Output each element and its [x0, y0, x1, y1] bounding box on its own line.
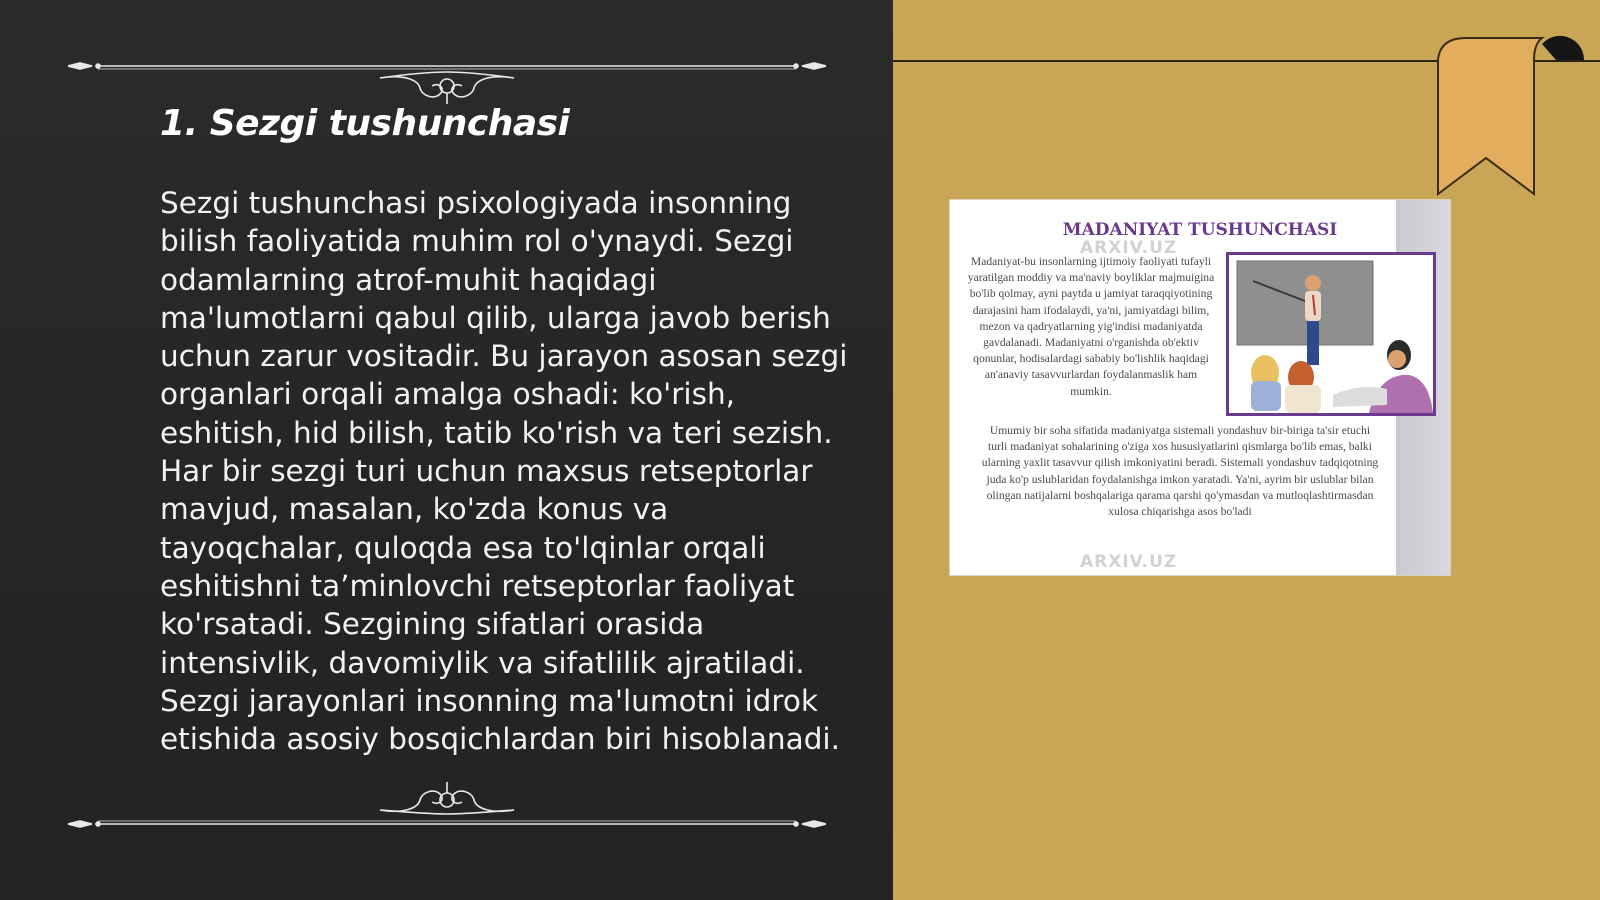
slide-title: 1. Sezgi tushunchasi	[160, 103, 570, 144]
madaniyat-document-image	[950, 200, 1450, 575]
ornamental-divider-bottom	[68, 770, 826, 830]
image-paragraph-1: Madaniyat-bu insonlarning ijtimoiy faoliyati tufayli yaratilgan moddiy va ma'naviy boyliklar majmuigina bo'lib qolmay, ayni paytda u jamiyat taraqqiyotining darajasini ham ifodalaydi, ya'ni, jamiyatdagi bilim, mezon va qadryatlarning yig'indisi madaniyatda gavdalanadi. Madaniyatni o'rganishda ob'ektiv qonunlar, hodisalardagi sababiy bo'lishlik haqidagi an'anaviy tasavvurlardan foydalanmaslik ham mumkin.	[967, 255, 1215, 398]
watermark-text: ARXIV.UZ	[1080, 238, 1178, 258]
image-heading: MADANIYAT TUSHUNCHASI	[1062, 220, 1338, 240]
watermark-text: ARXIV.UZ	[1080, 552, 1178, 572]
image-paragraph-2: Umumiy bir soha sifatida madaniyatga sistemali yondashuv bir-biriga ta'sir etuchi turli madaniyat sohalarining o'ziga xos hususiyatlarini qismlarga bo'lib emas, balki ularning yaxlit tasavvur qilish imkoniyatini beradi. Sistemali yondashuv tadqiqotning juda ko'p uslublaridan foydalanishga imkon yaratadi. Ya'ni, ayrim bir uslublar bilan olingan natijalarni boshqalariga qarama qarshi qo'ymasdan va mutloqlashtirmasdan xulosa chiqarishga asos bo'ladi	[981, 424, 1379, 519]
classroom-illustration	[1226, 252, 1436, 416]
bookmark-ribbon	[1434, 34, 1594, 200]
slide-body-text: Sezgi tushunchasi psixologiyada insonning bilish faoliyatida muhim rol o'ynaydi. Sezgi odamlarning atrof-muhit haqidagi ma'lumotlarni qabul qilib, ularga javob berish uchun zarur vositadir. Bu jarayon asosan sezgi organlari orqali amalga oshadi: ko'rish, eshitish, hid bilish, tatib ko'rish va teri sezish. Har bir sezgi turi uchun maxsus retseptorlar mavjud, masalan, ko'zda konus va tayoqchalar, quloqda esa to'lqinlar orqali eshitishni ta’minlovchi retseptorlar faoliyat ko'rsatadi. Sezgining sifatlari orasida intensivlik, davomiylik va sifatlilik ajratiladi. Sezgi jarayonlari insonning ma'lumotni idrok etishida asosiy bosqichlardan biri hisoblanadi.	[160, 186, 848, 757]
